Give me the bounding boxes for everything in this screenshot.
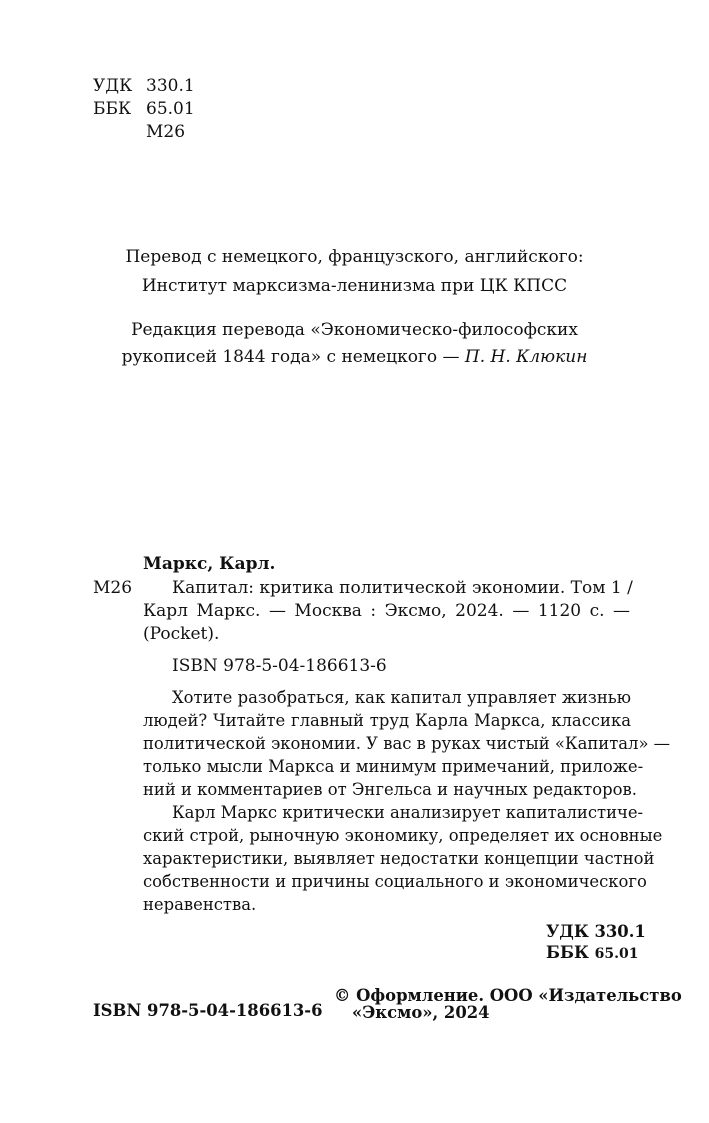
copyright-line-2: «Эксмо», 2024 (352, 1003, 490, 1022)
author-mark-top: М26 (146, 122, 186, 142)
bbk-top-label: ББК (93, 99, 132, 119)
annotation-p2-line-5: неравенства. (143, 895, 257, 914)
editor-line-2 (0, 347, 709, 367)
annotation-p1-line-4: только мысли Маркса и минимум примечаний, приложе- (143, 757, 644, 776)
annotation-p2-line-1: Карл Маркс критически анализирует капиталистиче- (172, 803, 644, 822)
bbk-bottom-value: 65.01 (594, 946, 639, 962)
editor-line-1: Редакция перевода «Экономическо-философских (131, 320, 578, 340)
annotation-p1-line-1: Хотите разобраться, как капитал управляет жизнью (172, 688, 631, 707)
copyright-line-1: © Оформление. ООО «Издательство (334, 986, 682, 1005)
bibliography-isbn: ISBN 978-5-04-186613-6 (172, 656, 387, 676)
bibliography-mark: М26 (93, 578, 133, 598)
udk-bottom: УДК 330.1 (546, 922, 646, 941)
editor-name: П. Н. Клюкин (464, 347, 588, 367)
bibliography-entry-line-3: (Pocket). (143, 624, 220, 644)
translation-line-2: Институт марксизма-ленинизма при ЦК КПСС (141, 276, 568, 296)
annotation-p2-line-4: собственности и причины социального и экономического (143, 872, 647, 891)
udk-top-value: 330.1 (146, 76, 195, 96)
annotation-p1-line-2: людей? Читайте главный труд Карла Маркса, классика (143, 711, 631, 730)
annotation-p2-line-2: ский строй, рыночную экономику, определяет их основные (143, 826, 663, 845)
editor-line-2-text: рукописей 1844 года» с немецкого — (121, 347, 465, 367)
footer-isbn: ISBN 978-5-04-186613-6 (93, 1001, 323, 1020)
author-heading: Маркс, Карл. (143, 554, 276, 574)
udk-top-label: УДК (93, 76, 133, 96)
annotation-p1-line-3: политической экономии. У вас в руках чистый «Капитал» — (143, 734, 671, 753)
bibliography-entry-line-1: Капитал: критика политической экономии. Том 1 / (172, 578, 633, 598)
bbk-bottom (546, 943, 638, 962)
annotation-p2-line-3: характеристики, выявляет недостатки концепции частной (143, 849, 655, 868)
bibliography-entry-line-2: Карл Маркс. — Москва : Эксмо, 2024. — 1120 с. — (143, 601, 630, 621)
bbk-top-value: 65.01 (146, 99, 195, 119)
translation-line-1: Перевод с немецкого, французского, английского: (125, 247, 584, 267)
annotation-p1-line-5: ний и комментариев от Энгельса и научных редакторов. (143, 780, 637, 799)
bbk-bottom-label: ББК (546, 943, 595, 962)
